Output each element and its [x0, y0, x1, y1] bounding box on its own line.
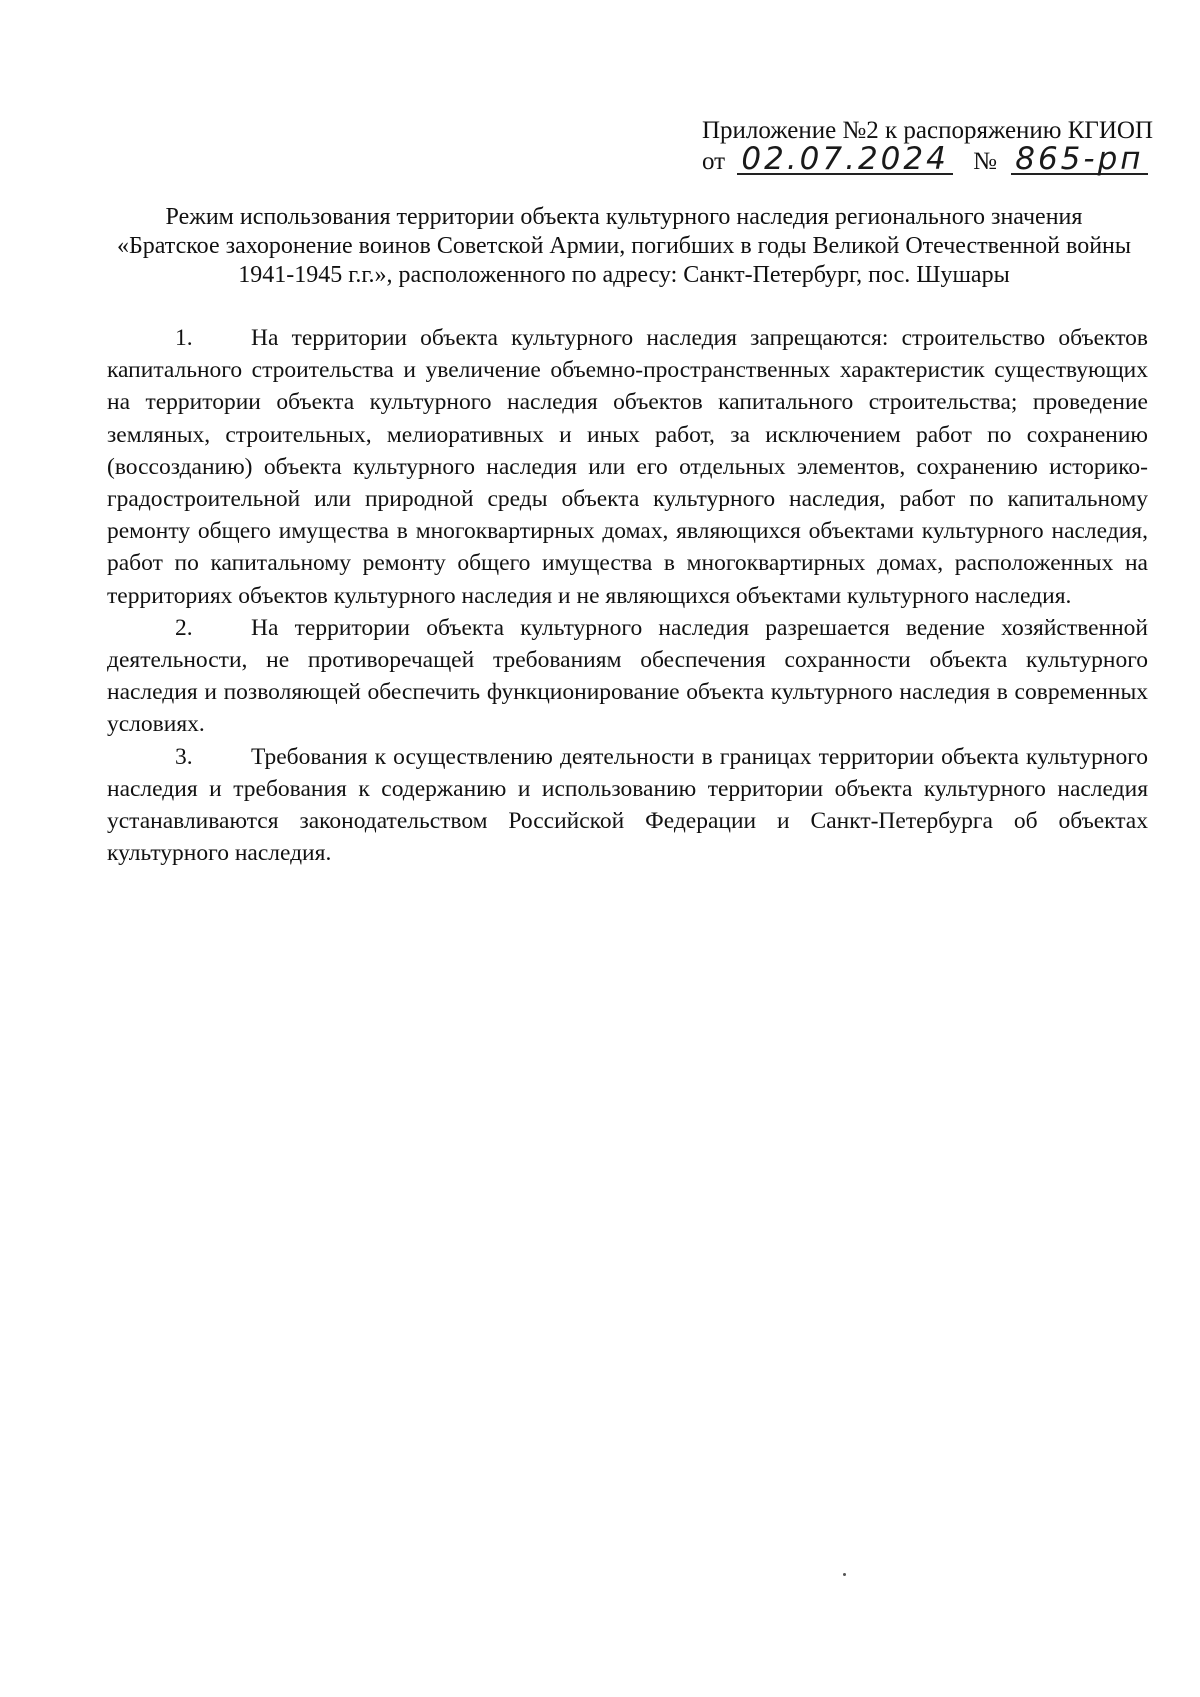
- scan-speck: [843, 1573, 846, 1576]
- order-reference: [702, 141, 1148, 179]
- numbered-paragraph: [107, 612, 1148, 741]
- document-title: [100, 203, 1148, 290]
- paragraph-number: 2.: [175, 614, 193, 641]
- numbered-paragraph: [107, 741, 1148, 870]
- paragraph-number: 3.: [175, 743, 193, 770]
- paragraph-text: Требования к осуществлению деятельности в границах территории объекта культурного наследия и требования к содержанию и использованию территории объекта культурного наследия устанавливаются законодательством Российской Федерации и Санкт-Петербурга об объектах культурного наследия.: [107, 743, 1148, 867]
- paragraph-text: На территории объекта культурного наследия запрещаются: строительство объектов капитального строительства и увеличение объемно-пространственных характеристик существующих на территории объекта культурного наследия объектов капитального строительства; проведение земляных, строительных, мелиоративных и иных работ, за исключением работ по сохранению (воссозданию) объекта культурного наследия или его отдельных элементов, сохранению историко-градостроительной или природной среды объекта культурного наследия, работ по капитальному ремонту общего имущества в многоквартирных домах, являющихся объектами культурного наследия, работ по капитальному ремонту общего имущества в многоквартирных домах, расположенных на территориях объектов культурного наследия и не являющихся объектами культурного наследия.: [107, 325, 1148, 609]
- title-line: «Братское захоронение воинов Советской Армии, погибших в годы Великой Отечественной войны: [116, 233, 1132, 259]
- handwritten-number: 865-рп: [1011, 145, 1147, 175]
- title-line: 1941-1945 г.г.», расположенного по адресу: Санкт-Петербург, пос. Шушары: [238, 262, 1010, 288]
- date-prefix: от: [702, 148, 726, 175]
- numbered-paragraph: [107, 322, 1148, 612]
- handwritten-date: 02.07.2024: [737, 145, 953, 175]
- document-body: [107, 322, 1148, 869]
- paragraph-number: 1.: [175, 325, 193, 351]
- appendix-label: Приложение №2 к распоряжению КГИОП: [702, 117, 1154, 144]
- paragraph-text: На территории объекта культурного наследия разрешается ведение хозяйственной деятельности, не противоречащей требованиям обеспечения сохранности объекта культурного наследия и позволяющей обеспечить функционирование объекта культурного наследия в современных условиях.: [107, 614, 1148, 738]
- title-line: Режим использования территории объекта культурного наследия регионального значения: [165, 204, 1083, 230]
- number-prefix: №: [973, 148, 997, 175]
